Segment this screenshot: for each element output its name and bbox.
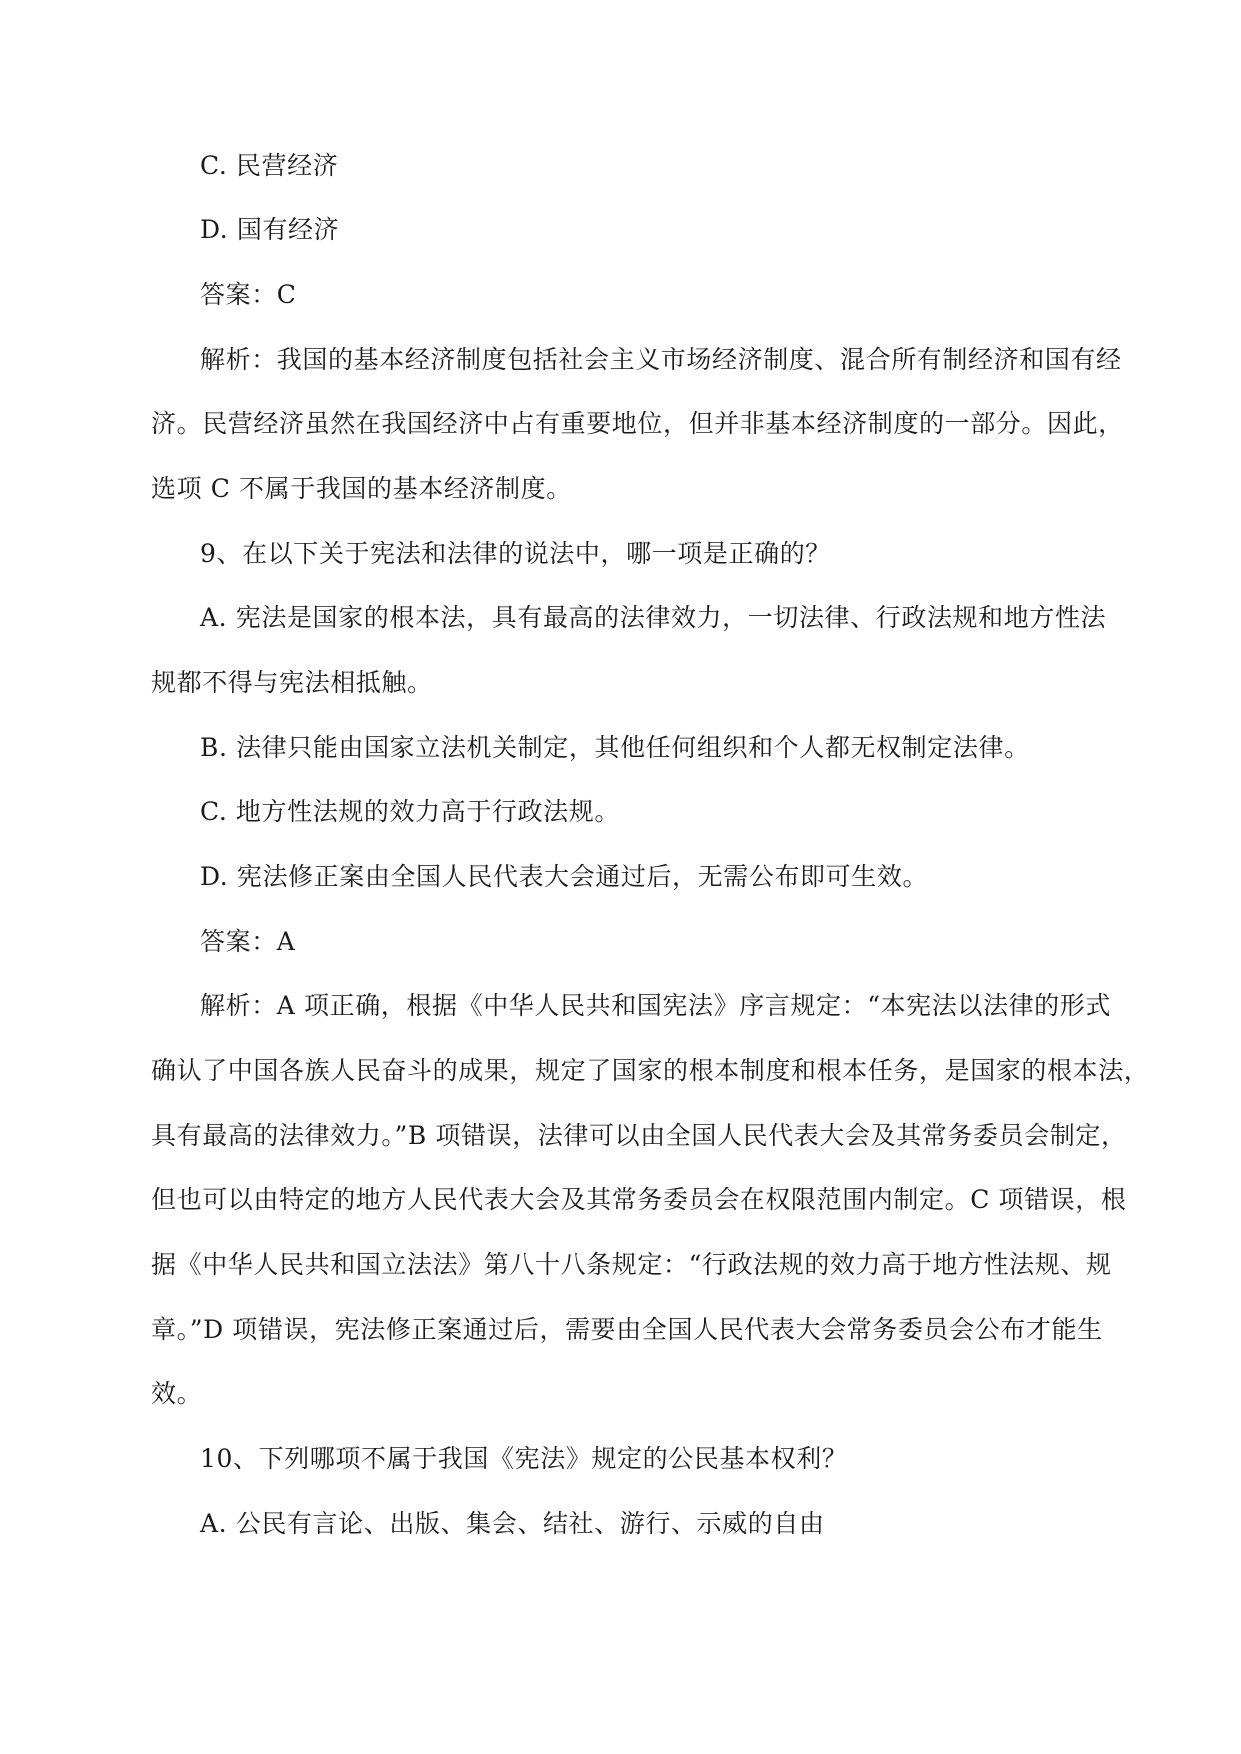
q10-option-a: A. 公民有言论、出版、集会、结社、游行、示威的自由: [200, 1509, 825, 1538]
q9-analysis-line: 据《中华人民共和国立法法》第八十八条规定：“行政法规的效力高于地方性法规、规: [151, 1250, 1112, 1279]
q8-option-d: D. 国有经济: [200, 215, 340, 244]
q9-option-a: A. 宪法是国家的根本法，具有最高的法律效力，一切法律、行政法规和地方性法: [200, 603, 1107, 632]
q8-answer: 答案：C: [200, 280, 297, 309]
q9-analysis-line: 章。”D 项错误，宪法修正案通过后，需要由全国人民代表大会常务委员会公布才能生: [151, 1315, 1103, 1344]
q9-analysis-line: 具有最高的法律效力。”B 项错误，法律可以由全国人民代表大会及其常务委员会制定，: [151, 1121, 1127, 1150]
q8-analysis-line: 解析：我国的基本经济制度包括社会主义市场经济制度、混合所有制经济和国有经: [200, 345, 1122, 374]
q8-analysis-line: 选项 C 不属于我国的基本经济制度。: [151, 474, 572, 503]
q9-option-a-continued: 规都不得与宪法相抵触。: [151, 668, 433, 697]
q8-analysis-line: 济。民营经济虽然在我国经济中占有重要地位，但并非基本经济制度的一部分。因此，: [151, 409, 1124, 438]
q9-option-c: C. 地方性法规的效力高于行政法规。: [200, 797, 620, 826]
q9-analysis-line: 但也可以由特定的地方人民代表大会及其常务委员会在权限范围内制定。C 项错误，根: [151, 1185, 1127, 1214]
q9-analysis-line: 效。: [151, 1379, 203, 1408]
q8-option-c: C. 民营经济: [200, 151, 339, 180]
q9-analysis-line: 确认了中国各族人民奋斗的成果，规定了国家的根本制度和根本任务，是国家的根本法，: [151, 1056, 1150, 1085]
q9-analysis-line: 解析：A 项正确，根据《中华人民共和国宪法》序言规定：“本宪法以法律的形式: [200, 991, 1111, 1020]
q9-answer: 答案：A: [200, 927, 296, 956]
q9-option-d: D. 宪法修正案由全国人民代表大会通过后，无需公布即可生效。: [200, 862, 929, 891]
q9-question: 9、在以下关于宪法和法律的说法中，哪一项是正确的？: [200, 539, 831, 568]
q9-option-b: B. 法律只能由国家立法机关制定，其他任何组织和个人都无权制定法律。: [200, 733, 1030, 762]
q10-question: 10、下列哪项不属于我国《宪法》规定的公民基本权利？: [200, 1444, 848, 1473]
